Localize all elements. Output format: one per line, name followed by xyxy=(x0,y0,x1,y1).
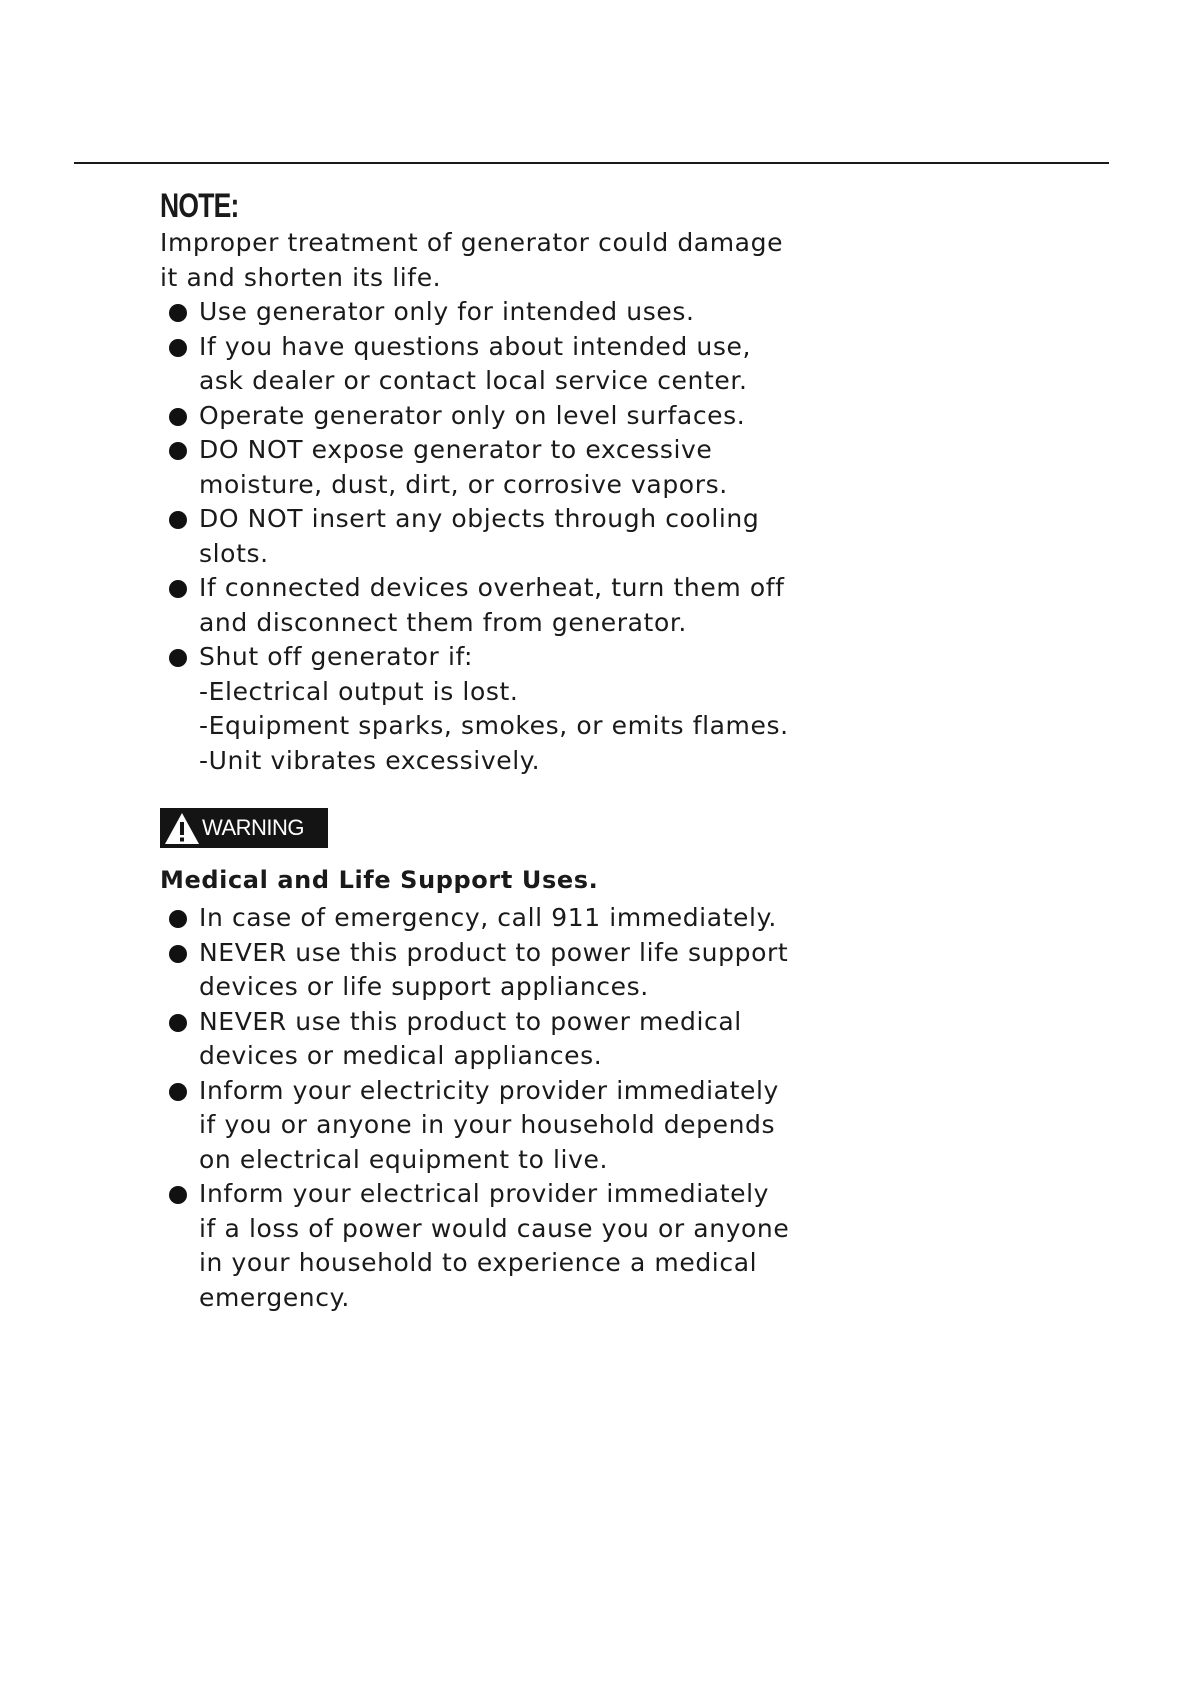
warning-item-line: if a loss of power would cause you or anyone xyxy=(199,1213,790,1243)
note-item xyxy=(160,330,920,399)
warning-item-line: Inform your electrical provider immediately xyxy=(199,1179,770,1208)
note-item-line: ask dealer or contact local service center. xyxy=(199,366,748,395)
bullet-icon xyxy=(169,1186,187,1204)
bullet-icon xyxy=(169,910,187,928)
note-item xyxy=(160,295,920,330)
warning-badge xyxy=(160,808,328,848)
warning-item-line: on electrical equipment to live. xyxy=(199,1144,609,1174)
note-item-line: If you have questions about intended use, xyxy=(199,331,752,361)
note-item-line: moisture, dust, dirt, or corrosive vapors. xyxy=(199,469,728,499)
note-item-line: If connected devices overheat, turn them off xyxy=(199,573,785,602)
warning-item-line: NEVER use this product to power life support xyxy=(199,937,789,967)
warning-item xyxy=(160,936,920,1005)
note-list xyxy=(160,295,920,778)
bullet-icon xyxy=(169,1014,187,1032)
note-item xyxy=(160,571,920,640)
warning-item xyxy=(160,1177,920,1315)
note-sub-item: -Electrical output is lost. xyxy=(199,676,519,706)
note-intro xyxy=(160,226,920,295)
bullet-icon xyxy=(169,442,187,460)
note-item-line: DO NOT expose generator to excessive xyxy=(199,435,713,464)
note-sub-item: -Equipment sparks, smokes, or emits flames. xyxy=(199,711,789,740)
note-intro-line: it and shorten its life. xyxy=(160,262,442,292)
bullet-icon xyxy=(169,408,187,426)
header-rule xyxy=(74,162,1109,164)
warning-item-line: if you or anyone in your household depends xyxy=(199,1110,776,1139)
warning-triangle-icon xyxy=(164,811,200,845)
note-item xyxy=(160,640,920,778)
warning-item-line: NEVER use this product to power medical xyxy=(199,1006,742,1036)
warning-item xyxy=(160,1005,920,1074)
warning-item-line: In case of emergency, call 911 immediately. xyxy=(199,903,777,932)
note-item-line: Operate generator only on level surfaces. xyxy=(199,400,746,430)
bullet-icon xyxy=(169,304,187,322)
warning-item-line: in your household to experience a medical xyxy=(199,1248,758,1277)
note-sub-item: -Unit vibrates excessively. xyxy=(199,745,541,775)
bullet-icon xyxy=(169,339,187,357)
note-intro-line: Improper treatment of generator could damage xyxy=(160,228,784,257)
bullet-icon xyxy=(169,649,187,667)
note-heading: NOTE: xyxy=(160,187,239,225)
note-item xyxy=(160,502,920,571)
warning-item-line: Inform your electricity provider immediately xyxy=(199,1075,779,1105)
note-item-line: DO NOT insert any objects through cooling xyxy=(199,504,760,533)
note-item-line: and disconnect them from generator. xyxy=(199,607,687,637)
warning-label: WARNING xyxy=(202,815,305,840)
warning-item-line: emergency. xyxy=(199,1282,350,1312)
warning-item xyxy=(160,901,920,936)
note-item-line: Use generator only for intended uses. xyxy=(199,297,695,326)
bullet-icon xyxy=(169,1083,187,1101)
warning-list xyxy=(160,901,920,1315)
note-item xyxy=(160,399,920,434)
warning-item-line: devices or life support appliances. xyxy=(199,972,649,1001)
bullet-icon xyxy=(169,511,187,529)
warning-item-line: devices or medical appliances. xyxy=(199,1041,603,1070)
bullet-icon xyxy=(169,580,187,598)
note-item-line: Shut off generator if: xyxy=(199,642,474,671)
note-item xyxy=(160,433,920,502)
warning-item xyxy=(160,1074,920,1178)
page-content xyxy=(160,186,920,1315)
bullet-icon xyxy=(169,945,187,963)
section-heading: Medical and Life Support Uses. xyxy=(160,866,599,894)
note-item-line: slots. xyxy=(199,538,269,568)
